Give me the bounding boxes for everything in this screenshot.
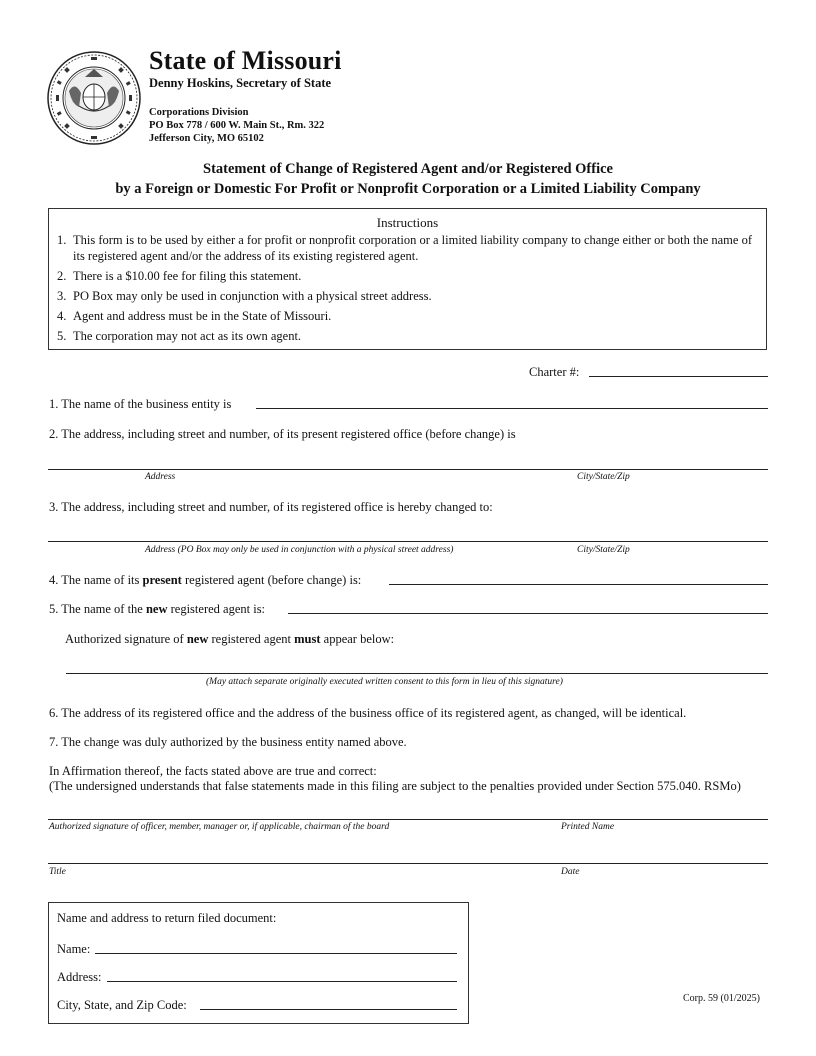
question-5-text-end: registered agent is: <box>167 602 266 616</box>
division-name: Corporations Division <box>149 107 249 118</box>
instruction-number: 3. <box>57 289 67 303</box>
officer-signature-field[interactable] <box>48 819 768 820</box>
return-address-label: Address: <box>57 970 102 984</box>
instruction-number: 4. <box>57 309 67 323</box>
new-city-label: City/State/Zip <box>577 545 630 555</box>
instructions-heading: Instructions <box>376 215 439 230</box>
division-address <box>149 106 324 145</box>
address-line-2: Jefferson City, MO 65102 <box>149 133 264 144</box>
auth-text: Authorized signature of <box>65 632 187 646</box>
date-label: Date <box>561 867 580 877</box>
instruction-item <box>57 268 760 284</box>
form-title-line-2: by a Foreign or Domestic For Profit or Nonprofit Corporation or a Limited Liability Company <box>115 181 701 197</box>
auth-text-end: appear below: <box>320 632 395 646</box>
return-city-field[interactable] <box>200 1009 457 1010</box>
question-3: 3. The address, including street and number, of its registered office is hereby changed to: <box>49 500 493 514</box>
instruction-text: PO Box may only be used in conjunction with a physical street address. <box>73 289 432 303</box>
question-5 <box>49 602 265 617</box>
affirmation-penalty-note: (The undersigned understands that false statements made in this filing are subject to the penalties provided under Section 575.040. RSMo) <box>49 779 741 793</box>
secretary-name: Denny Hoskins, Secretary of State <box>149 76 332 90</box>
title-date-field[interactable] <box>48 863 768 864</box>
instruction-item <box>57 232 760 264</box>
instructions-list <box>57 232 760 348</box>
instruction-item <box>57 328 760 344</box>
return-box-heading: Name and address to return filed document: <box>57 911 277 925</box>
affirmation-statement: In Affirmation thereof, the facts stated above are true and correct: <box>49 764 377 778</box>
instruction-number: 1. <box>57 233 67 247</box>
auth-emphasis-must: must <box>294 632 321 646</box>
agent-signature-instruction <box>65 632 394 647</box>
auth-emphasis-new: new <box>186 632 209 646</box>
agent-signature-field[interactable] <box>66 673 768 674</box>
instruction-item <box>57 308 760 324</box>
return-address-box <box>48 902 469 1024</box>
return-city-label: City, State, and Zip Code: <box>57 998 187 1012</box>
title-label: Title <box>49 867 66 877</box>
question-2: 2. The address, including street and number, of its present registered office (before change) is <box>49 427 516 441</box>
question-4-text: 4. The name of its <box>49 573 143 587</box>
instructions-box <box>48 208 767 350</box>
state-seal-icon <box>47 51 141 145</box>
present-agent-name-field[interactable] <box>389 584 768 585</box>
new-address-label: Address (PO Box may only be used in conjunction with a physical street address) <box>145 545 454 555</box>
instruction-number: 5. <box>57 329 67 343</box>
business-entity-name-field[interactable] <box>256 408 768 409</box>
auth-text-mid: registered agent <box>208 632 295 646</box>
return-name-label: Name: <box>57 942 91 956</box>
question-1: 1. The name of the business entity is <box>49 397 232 411</box>
form-number: Corp. 59 (01/2025) <box>683 993 760 1004</box>
instruction-text: Agent and address must be in the State of Missouri. <box>73 309 332 323</box>
question-6: 6. The address of its registered office and the address of the business office of its registered agent, as changed, will be identical. <box>49 706 687 720</box>
state-title: State of Missouri <box>149 46 342 75</box>
new-agent-name-field[interactable] <box>288 613 768 614</box>
instruction-text: The corporation may not act as its own agent. <box>73 329 302 343</box>
form-title-line-1: Statement of Change of Registered Agent and/or Registered Office <box>203 161 613 177</box>
consent-note: (May attach separate originally executed written consent to this form in lieu of this signature) <box>206 677 563 687</box>
present-office-address-field[interactable] <box>48 469 768 470</box>
return-name-field[interactable] <box>95 953 457 954</box>
printed-name-label: Printed Name <box>561 822 615 832</box>
new-office-address-field[interactable] <box>48 541 768 542</box>
return-address-field[interactable] <box>107 981 457 982</box>
address-line-1: PO Box 778 / 600 W. Main St., Rm. 322 <box>149 120 325 131</box>
question-4-text-end: registered agent (before change) is: <box>181 573 362 587</box>
question-4-emphasis: present <box>142 573 182 587</box>
charter-number-field[interactable] <box>589 376 768 377</box>
instruction-item <box>57 288 760 304</box>
instruction-text: This form is to be used by either a for profit or nonprofit corporation or a limited liability company to change either or both the name of its registered agent and/or the address of its existing registered agent. <box>73 233 752 263</box>
charter-label: Charter #: <box>529 365 580 379</box>
question-7: 7. The change was duly authorized by the business entity named above. <box>49 735 407 749</box>
instruction-number: 2. <box>57 269 67 283</box>
form-title <box>0 159 816 199</box>
present-address-label: Address <box>145 472 176 482</box>
question-5-emphasis: new <box>145 602 168 616</box>
question-4 <box>49 573 361 588</box>
question-5-text: 5. The name of the <box>49 602 146 616</box>
instruction-text: There is a $10.00 fee for filing this statement. <box>73 269 302 283</box>
officer-signature-label: Authorized signature of officer, member, manager or, if applicable, chairman of the board <box>49 822 390 832</box>
present-city-label: City/State/Zip <box>577 472 630 482</box>
state-seal <box>47 51 141 145</box>
